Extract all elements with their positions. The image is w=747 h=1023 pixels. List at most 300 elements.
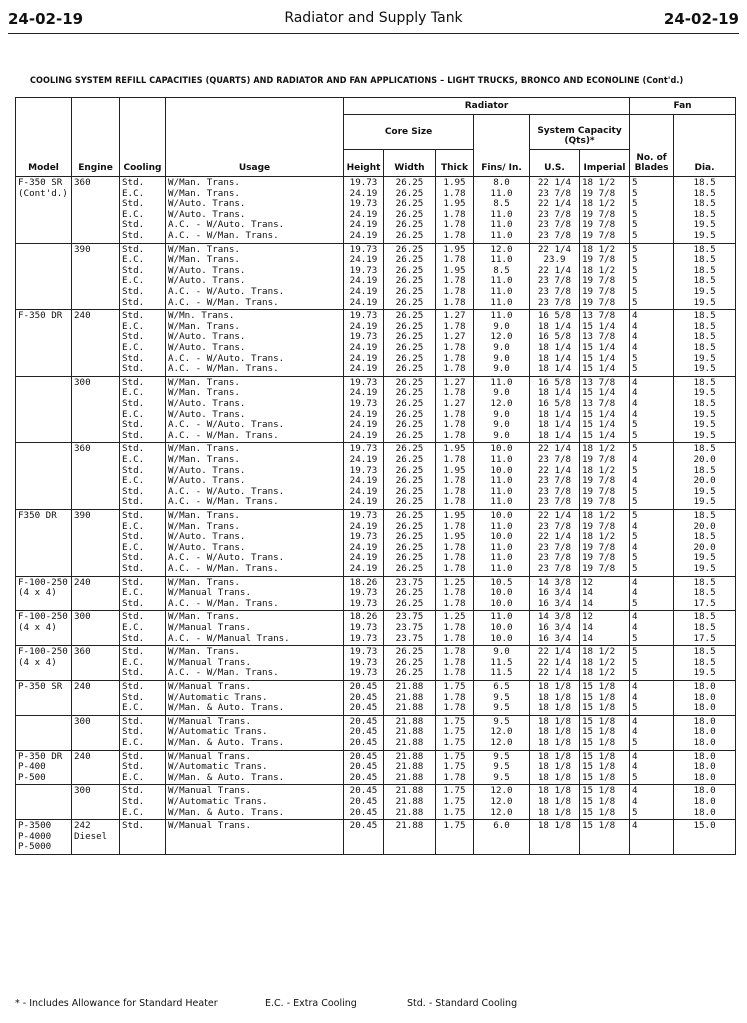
- usage-value: W/Man. & Auto. Trans.: [168, 736, 285, 748]
- cell-height: [344, 310, 384, 377]
- fins-value: 8.5: [493, 198, 510, 210]
- cell-usage: [166, 611, 344, 646]
- fins-value: 10.0: [490, 621, 513, 633]
- thick-value: 1.78: [443, 771, 466, 783]
- fins-value: 9.0: [493, 429, 510, 441]
- us-value: 16 3/4: [537, 632, 572, 644]
- cell-dia: [674, 680, 736, 715]
- cooling-value: E.C.: [122, 320, 145, 332]
- height-value: 24.19: [349, 485, 378, 497]
- thick-value: 1.95: [443, 531, 466, 543]
- imperial-value: 19 7/8: [582, 285, 616, 297]
- usage-value: W/Man. Trans.: [168, 243, 240, 255]
- height-value: 19.73: [349, 646, 378, 658]
- cooling-value: E.C.: [122, 254, 145, 266]
- cell-width: [384, 785, 436, 820]
- usage-value: W/Auto. Trans.: [168, 264, 246, 276]
- page-number-left: 24-02-19: [8, 10, 84, 28]
- usage-value: W/Automatic Trans.: [168, 691, 268, 703]
- cooling-value: Std.: [122, 198, 145, 210]
- page-title: Radiator and Supply Tank: [284, 10, 463, 26]
- width-value: 26.25: [395, 509, 424, 521]
- us-value: 18 1/8: [537, 806, 572, 818]
- dia-value: 18.0: [693, 680, 716, 692]
- cell-fins: [474, 177, 530, 244]
- dia-value: 18.5: [693, 264, 716, 276]
- dia-value: 18.5: [693, 198, 716, 210]
- imperial-value: 12: [582, 576, 594, 588]
- cell-engine: [72, 715, 120, 750]
- us-value: 23 7/8: [537, 485, 572, 497]
- thick-value: 1.78: [443, 419, 466, 431]
- blades-value: 5: [632, 429, 638, 441]
- cooling-value: Std.: [122, 646, 145, 658]
- cell-engine: [72, 680, 120, 715]
- imperial-value: 15 1/4: [582, 387, 616, 399]
- blades-value: 5: [632, 254, 638, 266]
- fins-value: 11.0: [490, 254, 513, 266]
- height-value: 20.45: [349, 680, 378, 692]
- height-value: 19.73: [349, 597, 378, 609]
- blades-value: 5: [632, 496, 638, 508]
- blades-value: 5: [632, 656, 638, 668]
- table-row: [16, 646, 736, 681]
- dia-value: 20.0: [693, 475, 716, 487]
- cell-model: [16, 611, 72, 646]
- blades-value: 4: [632, 715, 638, 727]
- cell-fins: [474, 576, 530, 611]
- engine-value: 240: [74, 310, 91, 322]
- model-value: (4 x 4): [18, 656, 57, 668]
- imperial-value: 19 7/8: [582, 485, 616, 497]
- cell-usage: [166, 820, 344, 855]
- blades-value: 4: [632, 475, 638, 487]
- cell-engine: [72, 646, 120, 681]
- width-value: 26.25: [395, 219, 424, 231]
- cell-cooling: [120, 715, 166, 750]
- blades-value: 4: [632, 341, 638, 353]
- imperial-value: 13 7/8: [582, 376, 616, 388]
- cell-dia: [674, 576, 736, 611]
- usage-value: A.C. - W/Auto. Trans.: [168, 219, 285, 231]
- cell-engine: [72, 750, 120, 785]
- model-value: P-350 SR: [18, 680, 63, 692]
- dia-value: 18.0: [693, 771, 716, 783]
- cell-us: [530, 611, 580, 646]
- imperial-value: 15 1/8: [582, 736, 616, 748]
- height-value: 24.19: [349, 254, 378, 266]
- cell-engine: [72, 820, 120, 855]
- dia-value: 18.5: [693, 341, 716, 353]
- cell-thick: [436, 509, 474, 576]
- cell-width: [384, 611, 436, 646]
- thick-value: 1.27: [443, 310, 466, 322]
- cell-imperial: [580, 715, 630, 750]
- us-value: 22 1/4: [537, 264, 572, 276]
- thick-value: 1.78: [443, 285, 466, 297]
- usage-value: A.C. - W/Man. Trans.: [168, 496, 279, 508]
- cell-blades: [630, 611, 674, 646]
- imperial-value: 12: [582, 611, 594, 623]
- width-value: 26.25: [395, 363, 424, 375]
- thick-value: 1.78: [443, 485, 466, 497]
- col-engine: Engine: [72, 98, 120, 177]
- cell-height: [344, 820, 384, 855]
- cell-height: [344, 785, 384, 820]
- fins-value: 10.0: [490, 587, 513, 599]
- table-row: [16, 443, 736, 510]
- us-value: 18 1/4: [537, 419, 572, 431]
- height-value: 19.73: [349, 376, 378, 388]
- cell-imperial: [580, 750, 630, 785]
- height-value: 20.45: [349, 806, 378, 818]
- thick-value: 1.78: [443, 520, 466, 532]
- cell-usage: [166, 509, 344, 576]
- width-value: 26.25: [395, 520, 424, 532]
- imperial-value: 15 1/8: [582, 715, 616, 727]
- width-value: 26.25: [395, 198, 424, 210]
- cell-engine: [72, 310, 120, 377]
- blades-value: 5: [632, 229, 638, 241]
- us-value: 23 7/8: [537, 296, 572, 308]
- dia-value: 18.0: [693, 785, 716, 797]
- height-value: 24.19: [349, 341, 378, 353]
- blades-value: 5: [632, 419, 638, 431]
- cell-height: [344, 680, 384, 715]
- cell-us: [530, 443, 580, 510]
- engine-value: 240: [74, 680, 91, 692]
- height-value: 24.19: [349, 552, 378, 564]
- cell-usage: [166, 785, 344, 820]
- imperial-value: 15 1/4: [582, 352, 616, 364]
- us-value: 23 7/8: [537, 520, 572, 532]
- dia-value: 18.5: [693, 587, 716, 599]
- dia-value: 18.0: [693, 736, 716, 748]
- cell-blades: [630, 177, 674, 244]
- fins-value: 11.0: [490, 229, 513, 241]
- imperial-value: 18 1/2: [582, 443, 616, 455]
- dia-value: 18.5: [693, 177, 716, 188]
- imperial-value: 18 1/2: [582, 177, 616, 188]
- cell-height: [344, 646, 384, 681]
- us-value: 18 1/8: [537, 795, 572, 807]
- usage-value: W/Man. Trans.: [168, 387, 240, 399]
- usage-value: W/Manual Trans.: [168, 656, 251, 668]
- cooling-value: E.C.: [122, 341, 145, 353]
- thick-value: 1.27: [443, 331, 466, 343]
- height-value: 24.19: [349, 320, 378, 332]
- fins-value: 9.0: [493, 341, 510, 353]
- dia-value: 18.5: [693, 320, 716, 332]
- cell-width: [384, 376, 436, 443]
- usage-value: W/Manual Trans.: [168, 587, 251, 599]
- thick-value: 1.78: [443, 496, 466, 508]
- fins-value: 6.0: [493, 820, 510, 832]
- fins-value: 10.0: [490, 509, 513, 521]
- usage-value: W/Man. Trans.: [168, 177, 240, 188]
- thick-value: 1.75: [443, 795, 466, 807]
- thick-value: 1.95: [443, 243, 466, 255]
- imperial-value: 18 1/2: [582, 667, 616, 679]
- cell-us: [530, 750, 580, 785]
- cell-cooling: [120, 376, 166, 443]
- fins-value: 11.0: [490, 496, 513, 508]
- cell-imperial: [580, 509, 630, 576]
- fins-value: 8.5: [493, 264, 510, 276]
- fins-value: 11.0: [490, 453, 513, 465]
- cooling-value: E.C.: [122, 806, 145, 818]
- width-value: 26.25: [395, 646, 424, 658]
- imperial-value: 19 7/8: [582, 475, 616, 487]
- imperial-value: 18 1/2: [582, 509, 616, 521]
- width-value: 26.25: [395, 656, 424, 668]
- thick-value: 1.75: [443, 820, 466, 832]
- cell-width: [384, 680, 436, 715]
- imperial-value: 14: [582, 621, 594, 633]
- cell-imperial: [580, 820, 630, 855]
- imperial-value: 13 7/8: [582, 331, 616, 343]
- footnote-standard-cooling: Std. - Standard Cooling: [407, 998, 518, 1009]
- cooling-value: E.C.: [122, 771, 145, 783]
- width-value: 26.25: [395, 352, 424, 364]
- fins-value: 9.0: [493, 419, 510, 431]
- fins-value: 12.0: [490, 806, 513, 818]
- dia-value: 18.5: [693, 376, 716, 388]
- usage-value: W/Man. Trans.: [168, 520, 240, 532]
- table-row: [16, 611, 736, 646]
- cell-blades: [630, 509, 674, 576]
- cell-engine: [72, 443, 120, 510]
- cooling-value: Std.: [122, 785, 145, 797]
- thick-value: 1.78: [443, 621, 466, 633]
- fins-value: 12.0: [490, 243, 513, 255]
- thick-value: 1.95: [443, 509, 466, 521]
- usage-value: W/Manual Trans.: [168, 680, 251, 692]
- blades-value: 5: [632, 667, 638, 679]
- cell-cooling: [120, 243, 166, 310]
- cooling-value: E.C.: [122, 587, 145, 599]
- fins-value: 11.0: [490, 485, 513, 497]
- fins-value: 9.0: [493, 646, 510, 658]
- cell-width: [384, 576, 436, 611]
- cooling-value: Std.: [122, 552, 145, 564]
- dia-value: 18.5: [693, 646, 716, 658]
- cooling-value: Std.: [122, 496, 145, 508]
- cooling-value: Std.: [122, 726, 145, 738]
- cell-fins: [474, 509, 530, 576]
- blades-value: 5: [632, 806, 638, 818]
- blades-value: 5: [632, 771, 638, 783]
- cell-height: [344, 611, 384, 646]
- thick-value: 1.27: [443, 376, 466, 388]
- table-body: [16, 177, 736, 855]
- us-value: 23 7/8: [537, 229, 572, 241]
- cell-width: [384, 750, 436, 785]
- us-value: 18 1/8: [537, 761, 572, 773]
- dia-value: 20.0: [693, 453, 716, 465]
- us-value: 23 7/8: [537, 285, 572, 297]
- imperial-value: 15 1/8: [582, 726, 616, 738]
- us-value: 23 7/8: [537, 275, 572, 287]
- thick-value: 1.78: [443, 587, 466, 599]
- cell-model: [16, 680, 72, 715]
- fins-value: 11.0: [490, 219, 513, 231]
- fins-value: 11.0: [490, 187, 513, 199]
- width-value: 21.88: [395, 761, 424, 773]
- imperial-value: 15 1/8: [582, 702, 616, 714]
- cell-height: [344, 376, 384, 443]
- usage-value: W/Auto. Trans.: [168, 475, 246, 487]
- cell-model: [16, 443, 72, 510]
- dia-value: 18.5: [693, 656, 716, 668]
- imperial-value: 13 7/8: [582, 397, 616, 409]
- dia-value: 19.5: [693, 285, 716, 297]
- width-value: 26.25: [395, 187, 424, 199]
- table-row: [16, 820, 736, 855]
- blades-value: 4: [632, 331, 638, 343]
- cooling-value: Std.: [122, 795, 145, 807]
- dia-value: 18.0: [693, 702, 716, 714]
- fins-value: 11.0: [490, 285, 513, 297]
- cooling-value: Std.: [122, 531, 145, 543]
- thick-value: 1.75: [443, 680, 466, 692]
- us-value: 22 1/4: [537, 656, 572, 668]
- cooling-value: Std.: [122, 562, 145, 574]
- usage-value: A.C. - W/Auto. Trans.: [168, 552, 285, 564]
- usage-value: W/Auto. Trans.: [168, 331, 246, 343]
- blades-value: 4: [632, 750, 638, 762]
- height-value: 24.19: [349, 275, 378, 287]
- width-value: 21.88: [395, 771, 424, 783]
- imperial-value: 15 1/8: [582, 771, 616, 783]
- cell-height: [344, 443, 384, 510]
- height-value: 19.73: [349, 632, 378, 644]
- blades-value: 5: [632, 363, 638, 375]
- blades-value: 5: [632, 562, 638, 574]
- cell-height: [344, 177, 384, 244]
- imperial-value: 15 1/8: [582, 691, 616, 703]
- height-value: 24.19: [349, 429, 378, 441]
- height-value: 24.19: [349, 453, 378, 465]
- imperial-value: 19 7/8: [582, 296, 616, 308]
- cooling-value: E.C.: [122, 702, 145, 714]
- dia-value: 19.5: [693, 352, 716, 364]
- width-value: 21.88: [395, 750, 424, 762]
- model-value: F-100-250: [18, 646, 68, 658]
- dia-value: 18.5: [693, 254, 716, 266]
- cell-height: [344, 509, 384, 576]
- blades-value: 4: [632, 320, 638, 332]
- imperial-value: 15 1/4: [582, 408, 616, 420]
- height-value: 24.19: [349, 520, 378, 532]
- cell-dia: [674, 785, 736, 820]
- thick-value: 1.27: [443, 397, 466, 409]
- us-value: 16 5/8: [537, 397, 572, 409]
- us-value: 18 1/8: [537, 736, 572, 748]
- width-value: 26.25: [395, 254, 424, 266]
- cell-cooling: [120, 177, 166, 244]
- blades-value: 5: [632, 464, 638, 476]
- thick-value: 1.78: [443, 702, 466, 714]
- blades-value: 4: [632, 310, 638, 322]
- width-value: 21.88: [395, 806, 424, 818]
- width-value: 21.88: [395, 680, 424, 692]
- imperial-value: 15 1/8: [582, 820, 616, 832]
- model-value: P-4000: [18, 830, 52, 842]
- cell-usage: [166, 576, 344, 611]
- cell-fins: [474, 443, 530, 510]
- fins-value: 12.0: [490, 736, 513, 748]
- blades-value: 4: [632, 541, 638, 553]
- cooling-value: Std.: [122, 429, 145, 441]
- table-header: [16, 98, 736, 177]
- width-value: 26.25: [395, 464, 424, 476]
- usage-value: A.C. - W/Man. Trans.: [168, 562, 279, 574]
- usage-value: A.C. - W/Auto. Trans.: [168, 285, 285, 297]
- dia-value: 18.5: [693, 187, 716, 199]
- imperial-value: 19 7/8: [582, 496, 616, 508]
- height-value: 19.73: [349, 264, 378, 276]
- blades-value: 5: [632, 187, 638, 199]
- us-value: 22 1/4: [537, 243, 572, 255]
- thick-value: 1.95: [443, 177, 466, 188]
- cell-model: [16, 646, 72, 681]
- fins-value: 10.0: [490, 464, 513, 476]
- height-value: 24.19: [349, 387, 378, 399]
- cell-imperial: [580, 611, 630, 646]
- cell-dia: [674, 509, 736, 576]
- fins-value: 12.0: [490, 726, 513, 738]
- usage-value: W/Man. Trans.: [168, 320, 240, 332]
- cooling-value: Std.: [122, 632, 145, 644]
- fins-value: 9.5: [493, 715, 510, 727]
- cell-cooling: [120, 646, 166, 681]
- width-value: 23.75: [395, 611, 424, 623]
- imperial-value: 19 7/8: [582, 187, 616, 199]
- fins-value: 9.0: [493, 352, 510, 364]
- blades-value: 4: [632, 408, 638, 420]
- width-value: 23.75: [395, 576, 424, 588]
- blades-value: 5: [632, 702, 638, 714]
- cooling-value: Std.: [122, 820, 145, 832]
- dia-value: 19.5: [693, 562, 716, 574]
- imperial-value: 14: [582, 632, 594, 644]
- cell-us: [530, 376, 580, 443]
- width-value: 26.25: [395, 562, 424, 574]
- usage-value: A.C. - W/Auto. Trans.: [168, 485, 285, 497]
- cooling-value: Std.: [122, 715, 145, 727]
- col-model: Model: [16, 98, 72, 177]
- width-value: 26.25: [395, 320, 424, 332]
- cell-dia: [674, 177, 736, 244]
- cooling-value: Std.: [122, 376, 145, 388]
- height-value: 19.73: [349, 243, 378, 255]
- cell-fins: [474, 820, 530, 855]
- cell-blades: [630, 243, 674, 310]
- usage-value: W/Man. & Auto. Trans.: [168, 702, 285, 714]
- imperial-value: 18 1/2: [582, 243, 616, 255]
- cooling-value: Std.: [122, 761, 145, 773]
- cell-imperial: [580, 376, 630, 443]
- usage-value: W/Automatic Trans.: [168, 761, 268, 773]
- thick-value: 1.95: [443, 443, 466, 455]
- blades-value: 4: [632, 691, 638, 703]
- fins-value: 11.0: [490, 296, 513, 308]
- engine-value: 240: [74, 750, 91, 762]
- height-value: 19.73: [349, 587, 378, 599]
- cell-fins: [474, 611, 530, 646]
- thick-value: 1.75: [443, 785, 466, 797]
